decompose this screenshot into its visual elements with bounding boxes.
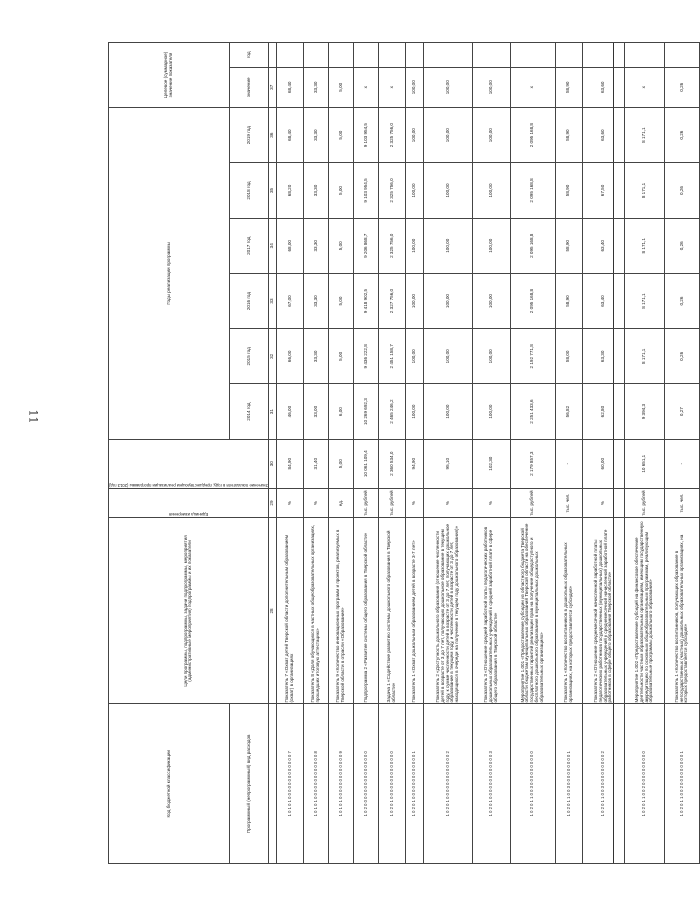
row-base-cell: 94,90 xyxy=(406,439,423,488)
row-year-value-cell: 0,27 xyxy=(664,384,699,439)
row-text-cell: Показатель 2 «Отношение среднемесячной начисленной заработной платы педагогических работников государственных (муниципальных) дошкольных образовательных учреждений к среднемесячной начисленной заработной плате работников в сфере общего образования Тверской области» xyxy=(582,518,624,704)
row-text-cell: Показатель 2 «Доступность дошкольного образования (отношение численности детей в возрасте от 3 до 7 лет, получающих дошкольное образование в текущем году, к сумме численности детей в возрасте от 3 до 7 лет, получающих дошкольное образование в текущем году, и численности детей в возрасте от 3 до 7 лет, находящихся в очереди на получение в текущем году дошкольного образования)» xyxy=(423,518,473,704)
table-row xyxy=(582,43,624,864)
row-final-year-cell xyxy=(329,43,354,68)
row-year-value-cell: 33,30 xyxy=(304,218,329,273)
row-base-cell: 102,30 xyxy=(473,439,510,488)
row-year-value-cell: 58,90 xyxy=(555,163,582,218)
row-text-cell: Показатель 1 «Количество воспитанников, получающих образование в негосударственных (частных) дошкольных образовательных организациях, на которых предоставляется субсидия» xyxy=(664,518,699,704)
col-num-34: 34 xyxy=(268,218,276,273)
row-year-value-cell: 8 171,1 xyxy=(625,107,665,162)
table-row xyxy=(304,43,329,864)
col-num-37: 37 xyxy=(268,67,276,107)
row-base-cell: 84,90 xyxy=(276,439,303,488)
row-year-value-cell: 0,26 xyxy=(664,273,699,328)
row-final-value-cell: 5,00 xyxy=(329,67,354,107)
row-year-value-cell: 0,26 xyxy=(664,218,699,273)
row-year-value-cell: 58,90 xyxy=(555,107,582,162)
table-row xyxy=(510,43,555,864)
header-year-2015: 2015 год xyxy=(230,329,269,384)
header-year-2016: 2016 год xyxy=(230,273,269,328)
header-final-year: год xyxy=(230,43,269,68)
row-year-value-cell: 68,40 xyxy=(276,107,303,162)
row-year-value-cell: 0,26 xyxy=(664,329,699,384)
row-unit-cell: % xyxy=(304,488,329,518)
col-num-28: 28 xyxy=(268,518,276,704)
row-final-value-cell: 33,30 xyxy=(304,67,329,107)
row-unit-cell: % xyxy=(276,488,303,518)
row-year-value-cell: 63,30 xyxy=(582,329,624,384)
row-year-value-cell: 100,00 xyxy=(406,107,423,162)
row-year-value-cell: 2 451 158,7 xyxy=(378,329,405,384)
row-year-value-cell: 100,00 xyxy=(406,273,423,328)
row-year-value-cell: 9 206 868,7 xyxy=(354,218,379,273)
row-year-value-cell: 2 325 756,0 xyxy=(378,107,405,162)
row-code-cell: 1 0 2 0 1 0 0 0 0 0 0 0 0 0 0 0 0 0 3 xyxy=(473,704,510,864)
row-year-value-cell: 100,00 xyxy=(423,384,473,439)
row-final-value-cell: х xyxy=(378,67,405,107)
row-final-value-cell: 100,00 xyxy=(406,67,423,107)
row-final-value-cell: 100,00 xyxy=(423,67,473,107)
table-row xyxy=(625,43,665,864)
header-unit: Единица измерения xyxy=(168,512,209,518)
col-num-29: 29 xyxy=(268,488,276,518)
header-budget-code: Код бюджетной классификации xyxy=(109,704,230,864)
col-num-36: 36 xyxy=(268,107,276,162)
row-year-value-cell: 33,00 xyxy=(304,384,329,439)
table-row xyxy=(406,43,423,864)
row-year-value-cell: 33,30 xyxy=(304,163,329,218)
row-year-value-cell: 100,00 xyxy=(423,329,473,384)
row-year-value-cell: 62,80 xyxy=(582,384,624,439)
row-base-cell: 10 651,1 xyxy=(625,439,665,488)
row-year-value-cell: 2 327 756,0 xyxy=(378,273,405,328)
row-year-value-cell: 100,00 xyxy=(406,384,423,439)
row-unit-cell: тыс. рублей xyxy=(378,488,405,518)
row-year-value-cell: 0,26 xyxy=(664,163,699,218)
row-final-year-cell xyxy=(510,43,555,68)
row-year-value-cell: 100,00 xyxy=(473,384,510,439)
row-year-value-cell: 68,20 xyxy=(276,163,303,218)
rotated-table-stage xyxy=(108,42,689,864)
row-year-value-cell: 100,00 xyxy=(406,163,423,218)
row-final-year-cell xyxy=(582,43,624,68)
row-unit-cell: тыс. рублей xyxy=(510,488,555,518)
row-year-value-cell: 67,00 xyxy=(276,273,303,328)
row-unit-cell: % xyxy=(582,488,624,518)
row-text-cell: Показатель 7 «Охват детей Тверской области дополнительным образованием (охват) в организациях xyxy=(276,518,303,704)
row-year-value-cell: 2 095 168,8 xyxy=(510,218,555,273)
row-year-value-cell: 2 325 756,0 xyxy=(378,163,405,218)
header-final-title: Целевое (суммарное) значение показателя xyxy=(109,43,230,108)
header-program-code: Программный (непрограммный) вид расходов xyxy=(230,704,269,864)
row-code-cell: 1 0 2 0 1 1 0 0 2 0 0 0 0 0 0 0 0 0 1 xyxy=(664,704,699,864)
row-year-value-cell: 2 325 756,0 xyxy=(378,218,405,273)
row-year-value-cell: 100,00 xyxy=(423,218,473,273)
row-year-value-cell: 5,00 xyxy=(329,163,354,218)
row-year-value-cell: 9 394,3 xyxy=(625,384,665,439)
header-year-2014: 2014 год xyxy=(230,384,269,439)
row-year-value-cell: 9 418 902,5 xyxy=(354,273,379,328)
row-final-year-cell xyxy=(664,43,699,68)
row-base-cell: - xyxy=(664,439,699,488)
row-year-value-cell: 8 171,1 xyxy=(625,163,665,218)
row-code-cell: 1 0 2 0 1 0 0 0 0 0 0 0 0 0 0 0 0 0 1 xyxy=(406,704,423,864)
row-year-value-cell: 33,30 xyxy=(304,107,329,162)
row-final-year-cell xyxy=(406,43,423,68)
row-code-cell: 1 0 2 0 1 1 0 0 2 0 0 0 0 0 0 0 0 0 0 xyxy=(625,704,665,864)
row-year-value-cell: 8 171,1 xyxy=(625,218,665,273)
row-year-value-cell: 2 192 771,8 xyxy=(510,329,555,384)
row-year-value-cell: 100,00 xyxy=(473,218,510,273)
row-year-value-cell: 100,00 xyxy=(423,163,473,218)
table-row xyxy=(329,43,354,864)
row-final-year-cell xyxy=(378,43,405,68)
col-num-32: 32 xyxy=(268,329,276,384)
row-text-cell: Мероприятие 1.001 «Предоставление субсидии из областного бюджета Тверской области бюджетам муниципальных образований Тверской области на обеспечение государственных гарантий реализации прав на получение общедоступного и бесплатного дошкольного образования в муниципальных дошкольных образовательных организациях» xyxy=(510,518,555,704)
row-code-cell: 1 0 2 0 0 0 0 0 0 0 0 0 0 0 0 0 0 0 0 xyxy=(354,704,379,864)
row-year-value-cell: 5,00 xyxy=(329,273,354,328)
row-year-value-cell: 63,40 xyxy=(582,218,624,273)
row-year-value-cell: 8 171,1 xyxy=(625,273,665,328)
row-code-cell: 1 0 1 0 1 0 0 0 0 0 0 0 0 0 0 0 0 0 9 xyxy=(329,704,354,864)
row-unit-cell: тыс. рублей xyxy=(354,488,379,518)
row-year-value-cell: 63,40 xyxy=(582,273,624,328)
header-years-title: Годы реализации программы xyxy=(109,107,230,439)
row-final-value-cell: 58,90 xyxy=(555,67,582,107)
row-year-value-cell: 9 103 954,5 xyxy=(354,163,379,218)
row-year-value-cell: 100,00 xyxy=(423,107,473,162)
row-year-value-cell: 68,00 xyxy=(276,218,303,273)
row-year-value-cell: 33,30 xyxy=(304,273,329,328)
row-unit-cell: ед. xyxy=(329,488,354,518)
row-year-value-cell: 100,00 xyxy=(473,273,510,328)
row-final-year-cell xyxy=(625,43,665,68)
row-base-cell: 60,00 xyxy=(582,439,624,488)
table-row xyxy=(378,43,405,864)
row-year-value-cell: 2 095 168,8 xyxy=(510,163,555,218)
col-num-33: 33 xyxy=(268,273,276,328)
row-base-cell: 2 179 857,3 xyxy=(510,439,555,488)
row-unit-cell: % xyxy=(473,488,510,518)
row-text-cell: Задача 1 «Содействие развитию системы дошкольного образования в Тверской области» xyxy=(378,518,405,704)
row-unit-cell: % xyxy=(406,488,423,518)
row-year-value-cell: 2 095 168,8 xyxy=(510,273,555,328)
row-year-value-cell: 100,00 xyxy=(473,163,510,218)
program-indicators-table xyxy=(108,42,700,864)
row-base-cell: 31,40 xyxy=(304,439,329,488)
row-code-cell: 1 0 2 0 1 1 0 0 3 0 0 0 0 0 0 0 0 0 0 xyxy=(510,704,555,864)
row-year-value-cell: 100,00 xyxy=(406,218,423,273)
row-year-value-cell: 9 436 222,8 xyxy=(354,329,379,384)
table-row xyxy=(555,43,582,864)
row-year-value-cell: 56,82 xyxy=(555,384,582,439)
header-final-value: значение xyxy=(230,67,269,107)
row-unit-cell: % xyxy=(423,488,473,518)
row-text-cell: Показатель 9 «Количество инновационных программ и проектов, реализуемых в Тверской области в отрасли «Образование» xyxy=(329,518,354,704)
row-base-cell: - xyxy=(555,439,582,488)
row-final-value-cell: х xyxy=(625,67,665,107)
row-year-value-cell: 5,00 xyxy=(329,218,354,273)
row-year-value-cell: 67,50 xyxy=(582,163,624,218)
row-final-value-cell: х xyxy=(510,67,555,107)
header-year-2018: 2018 год xyxy=(230,163,269,218)
table-row xyxy=(276,43,303,864)
table-row xyxy=(354,43,379,864)
row-year-value-cell: 2 095 168,8 xyxy=(510,107,555,162)
row-unit-cell: тыс. чел. xyxy=(555,488,582,518)
row-year-value-cell: 0,26 xyxy=(664,107,699,162)
row-unit-cell: тыс. рублей xyxy=(625,488,665,518)
row-year-value-cell: 100,00 xyxy=(473,107,510,162)
header-year-2017: 2017 год xyxy=(230,218,269,273)
page-number: 11 xyxy=(26,409,40,424)
row-year-value-cell: 100,00 xyxy=(406,329,423,384)
row-final-year-cell xyxy=(473,43,510,68)
row-base-cell: 2 360 534,0 xyxy=(378,439,405,488)
col-num-30: 30 xyxy=(268,439,276,488)
row-year-value-cell: 2 251 433,6 xyxy=(510,384,555,439)
table-row xyxy=(423,43,473,864)
table-row xyxy=(473,43,510,864)
row-year-value-cell: 63,60 xyxy=(582,107,624,162)
row-final-value-cell: х xyxy=(354,67,379,107)
header-year-2019: 2019 год xyxy=(230,107,269,162)
header-targets: Цели программы, подпрограммы, задачи подпрограммы, мероприятия (административные мероприятия) подпрограммы и их показатели xyxy=(109,518,269,704)
row-year-value-cell: 58,90 xyxy=(555,273,582,328)
row-text-cell: Показатель 1 «Количество воспитанников в дошкольных образовательных организациях, на которых предоставляется субсидия» xyxy=(555,518,582,704)
row-text-cell: Подпрограмма 2 «Развитие системы общего образования в Тверской области» xyxy=(354,518,379,704)
row-final-year-cell xyxy=(354,43,379,68)
row-base-cell: 5,00 xyxy=(329,439,354,488)
row-final-value-cell: 100,00 xyxy=(473,67,510,107)
row-text-cell: Показатель 1 «Охват дошкольным образованием детей в возрасте 3-7 лет» xyxy=(406,518,423,704)
row-unit-cell: тыс. чел. xyxy=(664,488,699,518)
col-num-31: 31 xyxy=(268,384,276,439)
row-year-value-cell: 6,00 xyxy=(329,384,354,439)
row-base-cell: 10 061 109,4 xyxy=(354,439,379,488)
row-year-value-cell: 2 465 246,2 xyxy=(378,384,405,439)
row-year-value-cell: 58,90 xyxy=(555,218,582,273)
row-code-cell: 1 0 2 0 1 1 0 0 3 0 0 0 0 0 0 0 0 0 2 xyxy=(582,704,624,864)
row-final-year-cell xyxy=(555,43,582,68)
row-final-year-cell xyxy=(304,43,329,68)
row-year-value-cell: 100,00 xyxy=(473,329,510,384)
row-year-value-cell: 8 171,1 xyxy=(625,329,665,384)
row-final-year-cell xyxy=(423,43,473,68)
row-final-value-cell: 0,26 xyxy=(664,67,699,107)
header-base-value: Значение показателя в году, предшествующем реализации программы (2013 год) xyxy=(109,482,268,488)
row-year-value-cell: 5,00 xyxy=(329,329,354,384)
row-code-cell: 1 0 2 0 1 0 0 0 0 0 0 0 0 0 0 0 0 0 2 xyxy=(423,704,473,864)
row-year-value-cell: 10 269 692,3 xyxy=(354,384,379,439)
col-num-35: 35 xyxy=(268,163,276,218)
row-final-value-cell: 63,60 xyxy=(582,67,624,107)
table-row xyxy=(664,43,699,864)
row-year-value-cell: 46,00 xyxy=(276,384,303,439)
row-year-value-cell: 9 103 954,5 xyxy=(354,107,379,162)
row-year-value-cell: 5,00 xyxy=(329,107,354,162)
row-code-cell: 1 0 2 0 1 1 0 0 3 0 0 0 0 0 0 0 0 0 1 xyxy=(555,704,582,864)
row-code-cell: 1 0 1 0 1 0 0 0 0 0 0 0 0 0 0 0 0 0 7 xyxy=(276,704,303,864)
row-code-cell: 1 0 2 0 1 0 0 0 0 0 0 0 0 0 0 0 0 0 0 xyxy=(378,704,405,864)
row-final-year-cell xyxy=(276,43,303,68)
row-year-value-cell: 100,00 xyxy=(423,273,473,328)
row-year-value-cell: 33,30 xyxy=(304,329,329,384)
row-base-cell: 95,10 xyxy=(423,439,473,488)
row-year-value-cell: 66,00 xyxy=(276,329,303,384)
row-code-cell: 1 0 1 0 1 0 0 0 0 0 0 0 0 0 0 0 0 0 8 xyxy=(304,704,329,864)
row-text-cell: Показатель 3 «Отношение средней заработной платы педагогических работников дошкольных образовательных учреждений к средней заработной плате в сфере общего образования в Тверской области» xyxy=(473,518,510,704)
row-text-cell: Мероприятие 1.002 «Предоставление субсидий на финансовое обеспечение деятельности частным образовательным организациям, имеющим государственную аккредитацию по основным общеобразовательным программам, реализующим образовательные программы дошкольного образования» xyxy=(625,518,665,704)
row-text-cell: Показатель 8 «Доля обучающихся в частных общеобразовательных организациях, прошедших итоговую аттестацию» xyxy=(304,518,329,704)
row-year-value-cell: 58,00 xyxy=(555,329,582,384)
row-final-value-cell: 68,40 xyxy=(276,67,303,107)
